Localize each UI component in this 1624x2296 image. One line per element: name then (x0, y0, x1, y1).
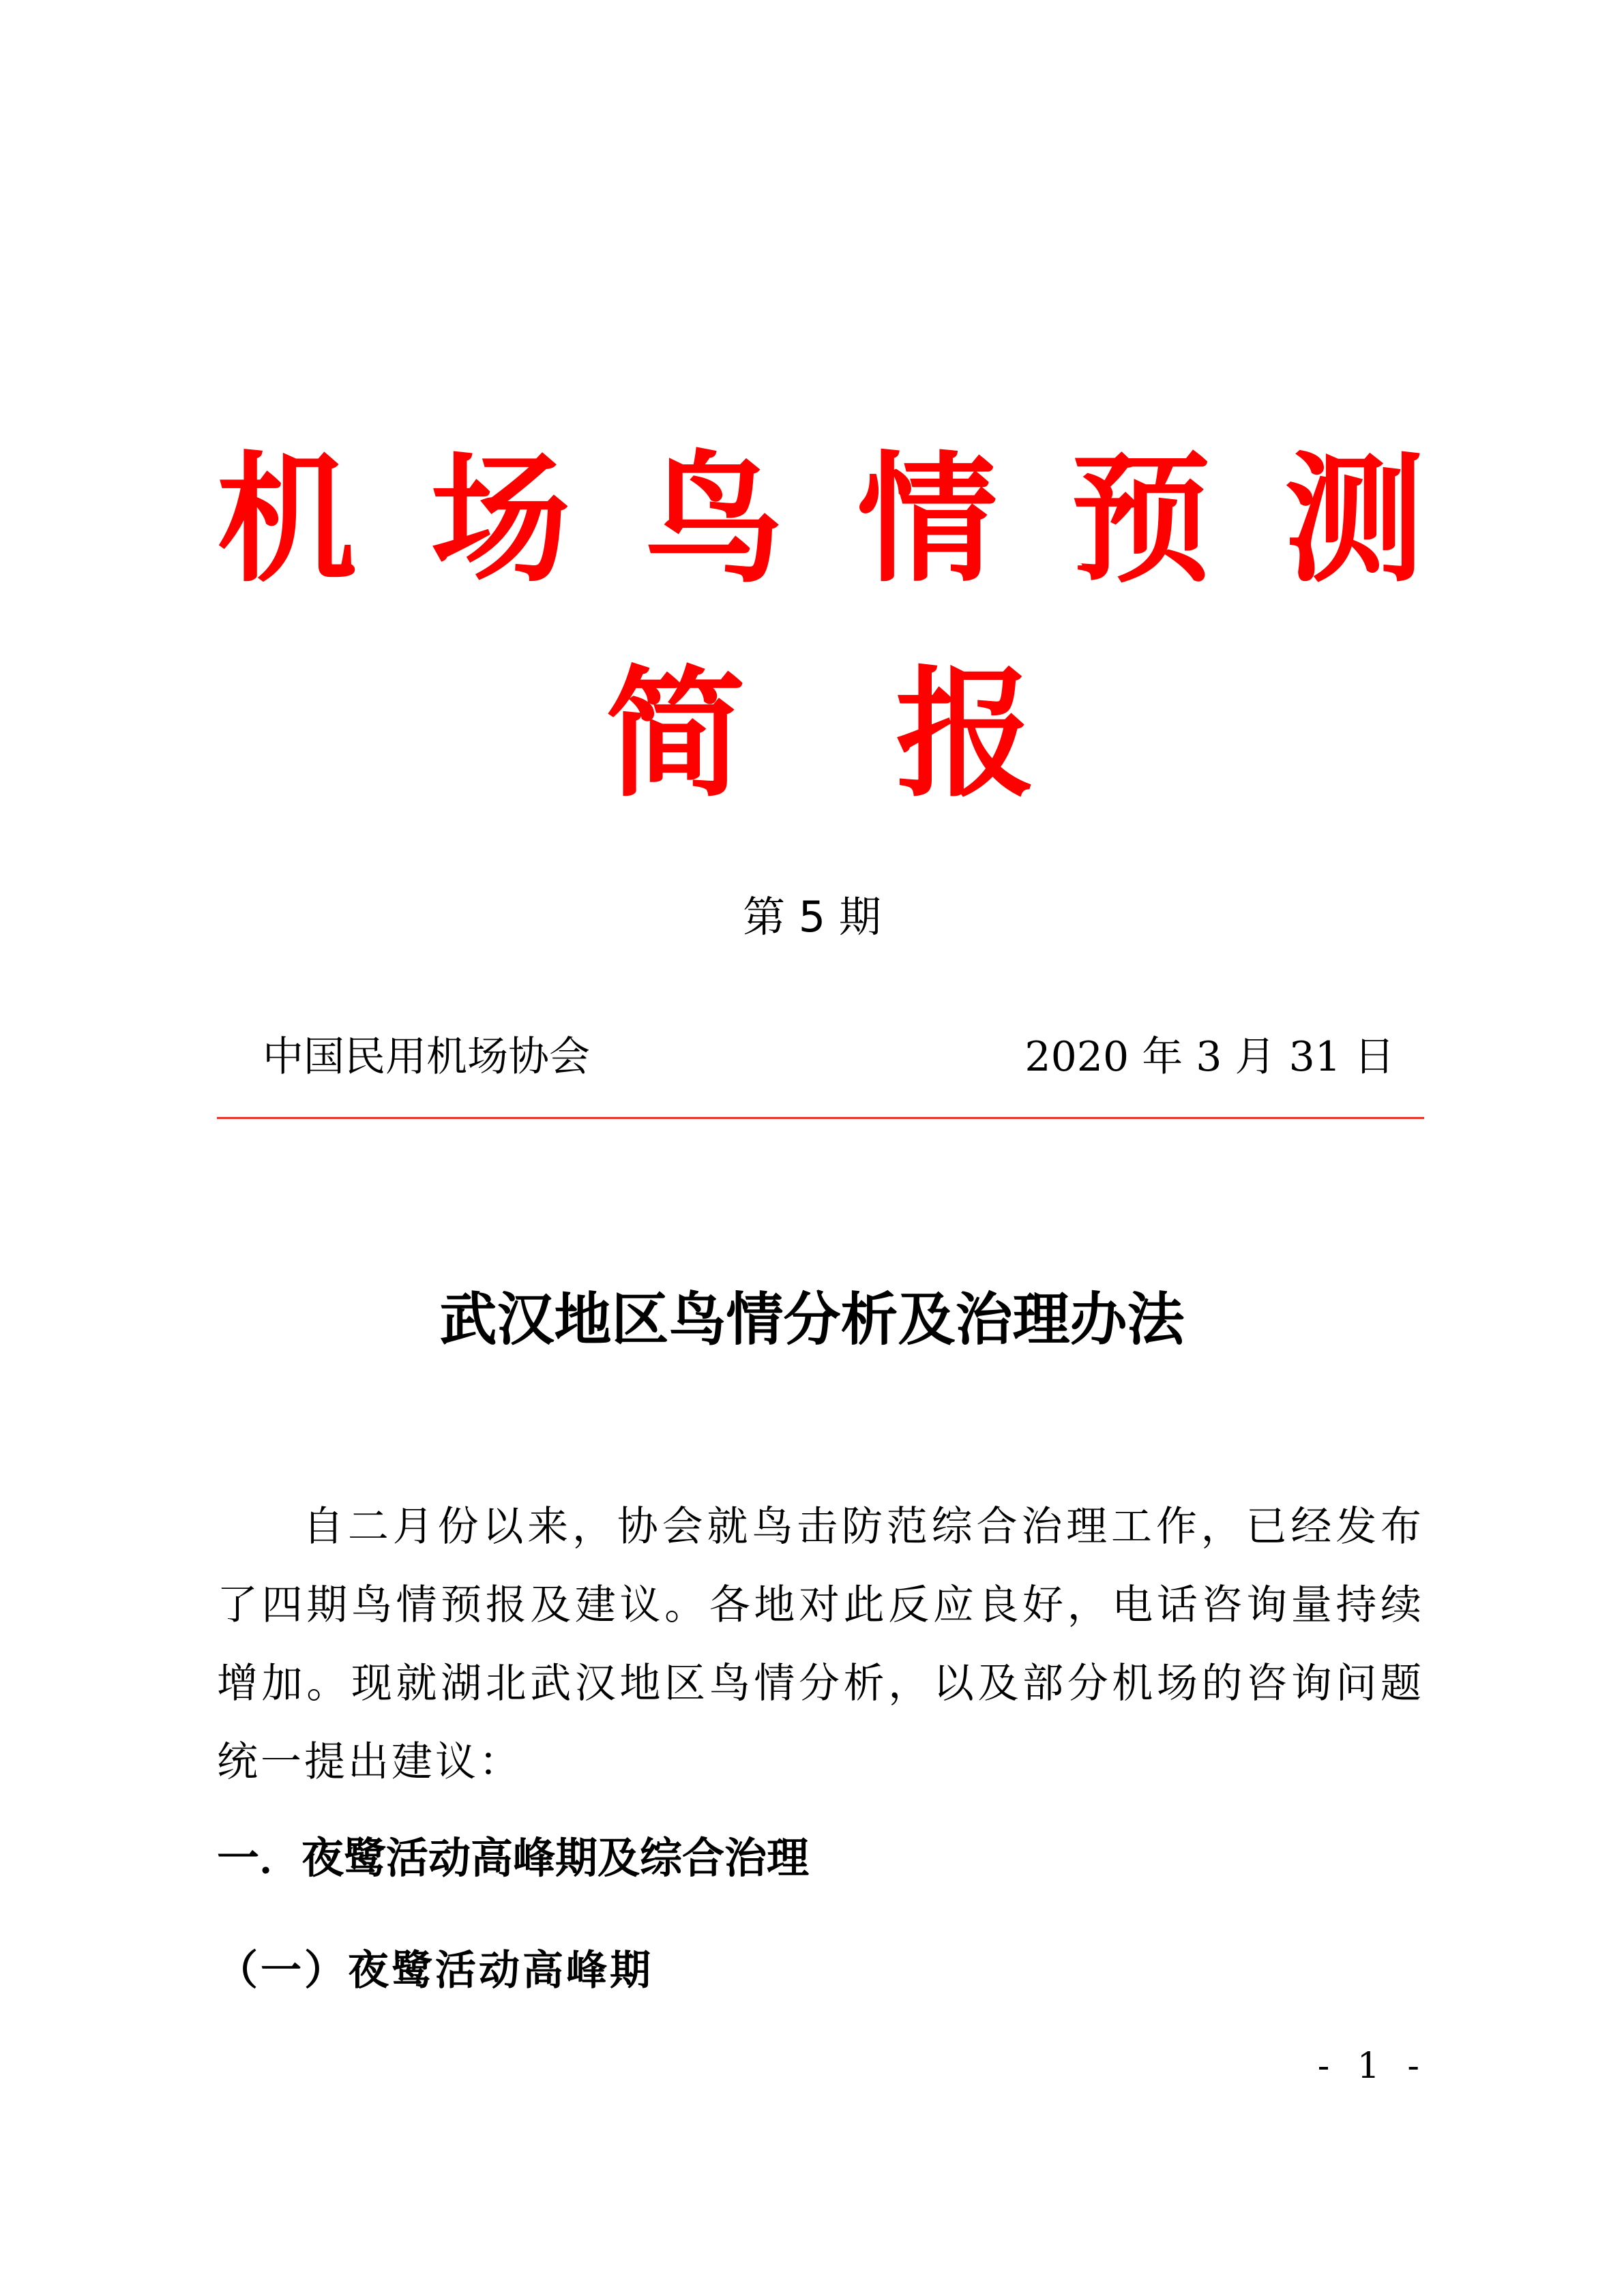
intro-paragraph: 自二月份以来，协会就鸟击防范综合治理工作，已经发布了四期鸟情预报及建议。各地对此反应良好，电话咨询量持续增加。现就湖北武汉地区鸟情分析，以及部分机场的咨询问题统一提出建议： (217, 1503, 1424, 1786)
masthead-divider (217, 1117, 1424, 1119)
document-title: 武汉地区鸟情分析及治理办法 (439, 1285, 1185, 1353)
masthead-char: 简 (606, 653, 745, 816)
issuer-name: 中国民用机场协会 (263, 1033, 590, 1081)
masthead-char: 情 (857, 438, 997, 601)
masthead-title-line-1 (217, 438, 1424, 601)
masthead-char: 鸟 (644, 438, 784, 601)
masthead-char: 报 (896, 653, 1035, 816)
masthead-char: 预 (1071, 438, 1211, 601)
issue-date: 2020 年 3 月 31 日 (1024, 1033, 1395, 1081)
page-number: - 1 - (1317, 2046, 1428, 2087)
section-heading: 一．夜鹭活动高峰期及综合治理 (217, 1833, 810, 1883)
masthead-char: 场 (430, 438, 570, 601)
masthead-char: 测 (1284, 438, 1424, 601)
issue-number: 第 5 期 (743, 892, 881, 942)
issuer-row (263, 1030, 1395, 1084)
subsection-heading: （一）夜鹭活动高峰期 (217, 1947, 653, 1995)
masthead-title-line-2 (217, 653, 1424, 816)
masthead-char: 机 (217, 438, 357, 601)
